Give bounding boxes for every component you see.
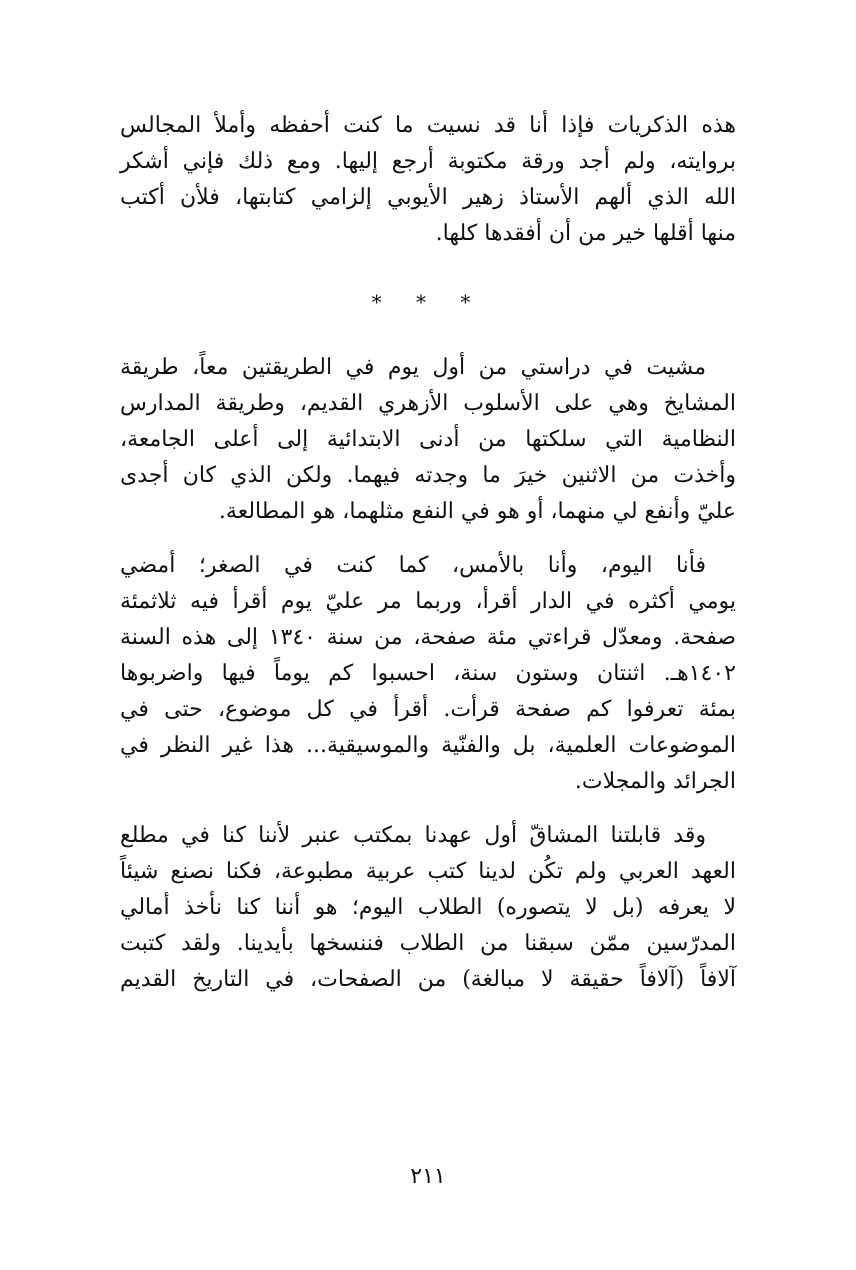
text-line: فأنا اليوم، وأنا بالأمس، كما كنت في الصغر؛ أمضي	[120, 553, 706, 578]
paragraph-4	[120, 818, 736, 998]
text-line: آلافاً (آلافاً حقيقة لا مبالغة) من الصفحات، في التاريخ القديم	[120, 967, 736, 992]
paragraph-3	[120, 548, 736, 800]
text-line: عليّ وأنفع لي منهما، أو هو في النفع مثلهما، هو المطالعة.	[218, 499, 736, 524]
text-line: الموضوعات العلمية، بل والفنّية والموسيقية... هذا غير النظر في	[120, 733, 736, 758]
text-line: صفحة. ومعدّل قراءتي مئة صفحة، من سنة ١٣٤٠ إلى هذه السنة	[120, 625, 737, 650]
text-line: الجرائد والمجلات.	[574, 769, 736, 794]
paragraph-1	[120, 108, 736, 252]
text-line: هذه الذكريات فإذا أنا قد نسيت ما كنت أحفظه وأملأ المجالس	[120, 113, 736, 138]
text-line: وأخذت من الاثنين خيرَ ما وجدته فيهما. ولكن الذي كان أجدى	[120, 463, 736, 488]
text-line: وقد قابلتنا المشاقّ أول عهدنا بمكتب عنبر لأننا كنا في مطلع	[120, 823, 706, 848]
text-line: الله الذي ألهم الأستاذ زهير الأيوبي إلزامي كتابتها، فلأن أكتب	[120, 185, 736, 210]
text-line: بمئة تعرفوا كم صفحة قرأت. أقرأ في كل موضوع، حتى في	[120, 697, 736, 722]
text-line: بروايته، ولم أجد ورقة مكتوبة أرجع إليها. ومع ذلك فإني أشكر	[120, 149, 736, 174]
text-line: المشايخ وهي على الأسلوب الأزهري القديم، وطريقة المدارس	[120, 391, 736, 416]
text-line: ١٤٠٢هـ. اثنتان وستون سنة، احسبوا كم يوماً فيها واضربوها	[120, 661, 736, 686]
text-line: لا يعرفه (بل لا يتصوره) الطلاب اليوم؛ هو أننا كنا نأخذ أمالي	[120, 895, 736, 920]
text-line: مشيت في دراستي من أول يوم في الطريقتين معاً، طريقة	[120, 355, 706, 380]
text-line: منها أقلها خير من أن أفقدها كلها.	[435, 221, 736, 246]
page-number: ٢١١	[410, 1164, 446, 1189]
text-line: النظامية التي سلكتها من أدنى الابتدائية إلى أعلى الجامعة،	[120, 427, 736, 452]
text-line: المدرّسين ممّن سبقنا من الطلاب فننسخها بأيدينا. ولقد كتبت	[120, 931, 736, 956]
text-line: يومي أكثره في الدار أقرأ، وربما مر عليّ يوم أقرأ فيه ثلاثمئة	[120, 589, 736, 614]
paragraph-2	[120, 350, 736, 530]
text-line: العهد العربي ولم تكُن لدينا كتب عربية مطبوعة، فكنا نصنع شيئاً	[120, 859, 736, 884]
page-body	[120, 108, 736, 998]
section-separator: * * *	[371, 290, 485, 314]
